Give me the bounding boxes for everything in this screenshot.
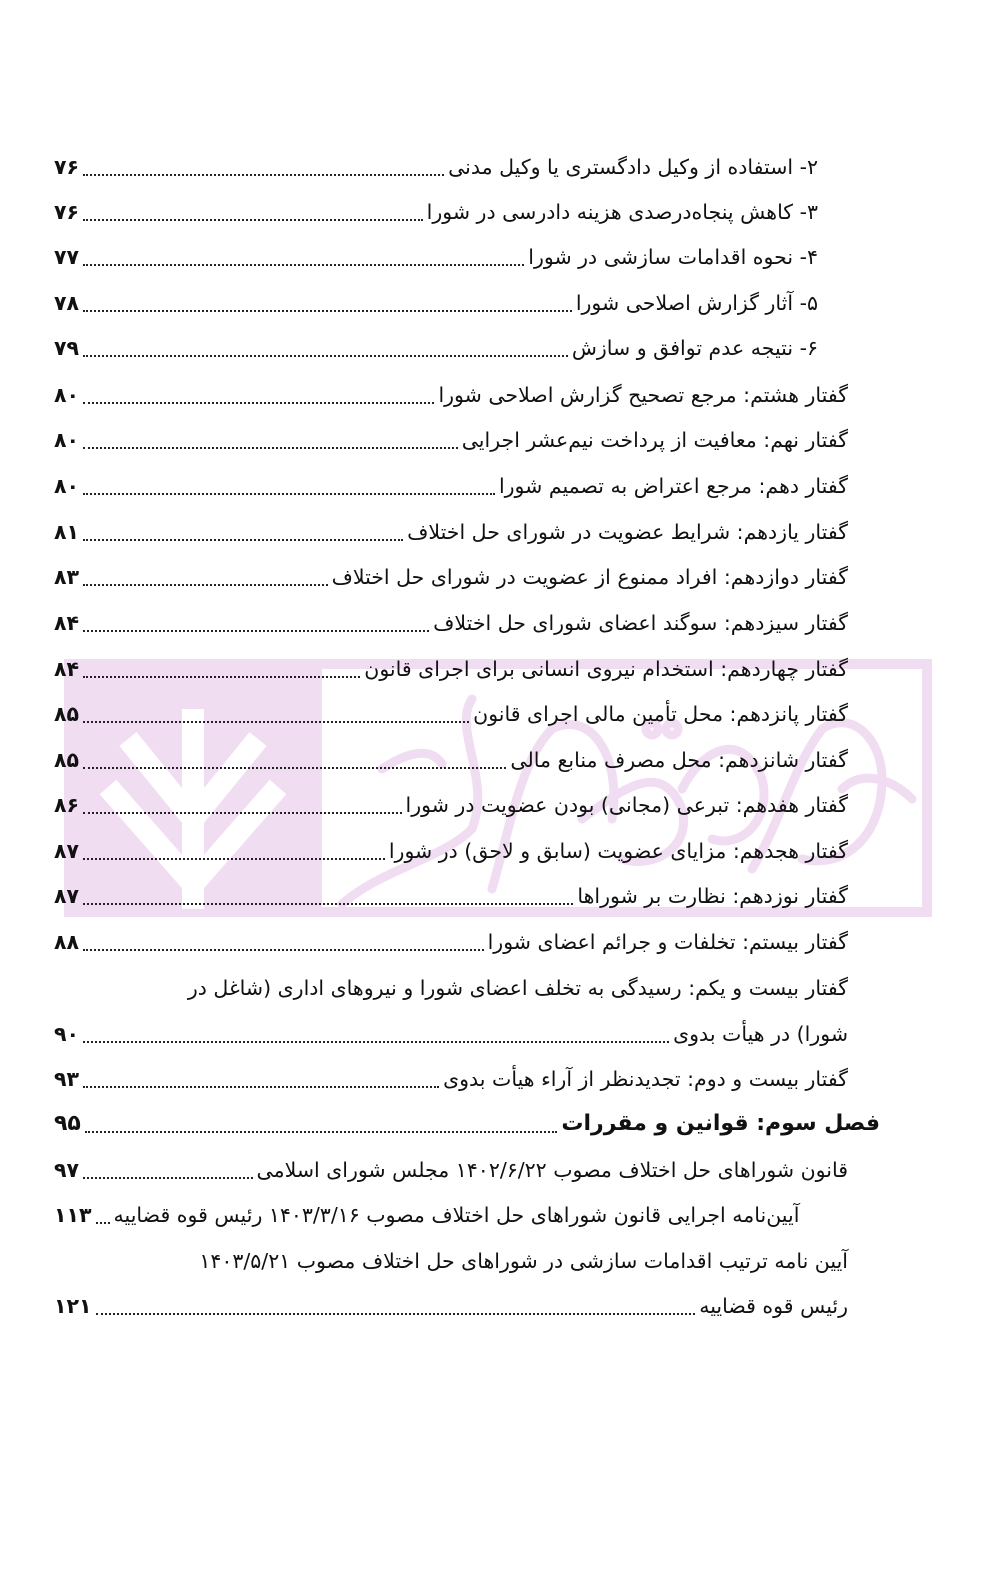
toc-entry[interactable] bbox=[54, 418, 848, 462]
toc-entry[interactable] bbox=[54, 1284, 848, 1328]
entry-title: گفتار نهم: معافیت از پرداخت نیم‌عشر اجرایی bbox=[461, 428, 848, 452]
entry-title: ۴- نحوه اقدامات سازشی در شورا bbox=[528, 245, 818, 269]
page-number: ۹۵ bbox=[54, 1111, 81, 1136]
dot-leader bbox=[83, 630, 429, 632]
dot-leader bbox=[83, 264, 524, 266]
page-number: ۸۶ bbox=[54, 793, 80, 817]
entry-title: ۵- آثار گزارش اصلاحی شورا bbox=[575, 291, 818, 315]
toc-entry[interactable] bbox=[54, 555, 848, 599]
page-number: ۸۷ bbox=[54, 839, 80, 863]
toc-entry[interactable] bbox=[54, 783, 848, 827]
toc-entry[interactable] bbox=[54, 601, 848, 645]
entry-title: ۳- کاهش پنجاه‌درصدی هزینه دادرسی در شورا bbox=[426, 200, 818, 224]
toc-entry[interactable] bbox=[54, 373, 848, 417]
entry-title: قانون شوراهای حل اختلاف مصوب ۱۴۰۲/۶/۲۲ مجلس شورای اسلامی bbox=[256, 1158, 848, 1182]
dot-leader bbox=[83, 493, 495, 495]
dot-leader bbox=[83, 1086, 439, 1088]
entry-title: گفتار شانزدهم: محل مصرف منابع مالی bbox=[510, 748, 848, 772]
entry-title: گفتار بیستم: تخلفات و جرائم اعضای شورا bbox=[487, 930, 848, 954]
page-number: ۸۱ bbox=[54, 520, 80, 544]
dot-leader bbox=[83, 812, 402, 814]
dot-leader bbox=[83, 903, 573, 905]
dot-leader bbox=[83, 447, 458, 449]
page-number: ۸۰ bbox=[54, 383, 80, 407]
toc-entry[interactable] bbox=[54, 647, 848, 691]
toc-entry[interactable] bbox=[54, 190, 818, 234]
entry-title: گفتار هفدهم: تبرعی (مجانی) بودن عضویت در شورا bbox=[405, 793, 848, 817]
entry-title: گفتار هشتم: مرجع تصحیح گزارش اصلاحی شورا bbox=[438, 383, 848, 407]
page-number: ۸۰ bbox=[54, 428, 80, 452]
entry-title: گفتار هجدهم: مزایای عضویت (سابق و لاحق) در شورا bbox=[388, 839, 848, 863]
dot-leader bbox=[83, 1041, 669, 1043]
toc-entry[interactable] bbox=[54, 464, 848, 508]
dot-leader bbox=[83, 767, 506, 769]
toc-entry[interactable] bbox=[54, 692, 848, 736]
dot-leader bbox=[83, 858, 385, 860]
toc-entry[interactable] bbox=[54, 145, 818, 189]
page-number: ۸۴ bbox=[54, 657, 80, 681]
toc-chapter-entry[interactable] bbox=[54, 1102, 880, 1146]
page-number: ۸۷ bbox=[54, 884, 80, 908]
entry-title: رئیس قوه قضاییه bbox=[699, 1294, 848, 1318]
toc-entry[interactable] bbox=[54, 326, 818, 370]
toc-entry-line1[interactable]: آیین نامه ترتیب اقدامات سازشی در شوراهای حل اختلاف مصوب ۱۴۰۳/۵/۲۱ bbox=[199, 1249, 848, 1273]
entry-title: گفتار دهم: مرجع اعتراض به تصمیم شورا bbox=[498, 474, 848, 498]
dot-leader bbox=[83, 219, 423, 221]
dot-leader bbox=[83, 174, 444, 176]
dot-leader bbox=[83, 949, 484, 951]
entry-title: ۲- استفاده از وکیل دادگستری یا وکیل مدنی bbox=[448, 155, 818, 179]
entry-title: گفتار پانزدهم: محل تأمین مالی اجرای قانون bbox=[473, 702, 848, 726]
toc-entry-line1[interactable]: گفتار بیست و یکم: رسیدگی به تخلف اعضای شورا و نیروهای اداری (شاغل در bbox=[187, 976, 848, 1000]
toc-entry[interactable] bbox=[54, 1012, 848, 1056]
dot-leader bbox=[83, 676, 360, 678]
toc-entry[interactable] bbox=[54, 510, 848, 554]
page-number: ۷۹ bbox=[54, 336, 80, 360]
page-number: ۸۵ bbox=[54, 702, 80, 726]
toc-entry[interactable] bbox=[54, 1193, 848, 1237]
dot-leader bbox=[96, 1313, 696, 1315]
page-number: ۸۸ bbox=[54, 930, 80, 954]
toc-entry[interactable] bbox=[54, 235, 818, 279]
dot-leader bbox=[83, 1177, 252, 1179]
dot-leader bbox=[83, 539, 403, 541]
dot-leader bbox=[83, 310, 572, 312]
entry-title: گفتار دوازدهم: افراد ممنوع از عضویت در شورای حل اختلاف bbox=[331, 565, 848, 589]
entry-title: گفتار چهاردهم: استخدام نیروی انسانی برای اجرای قانون bbox=[364, 657, 848, 681]
entry-title: شورا) در هیأت بدوی bbox=[673, 1022, 848, 1046]
toc-entry[interactable] bbox=[54, 829, 848, 873]
entry-title: گفتار سیزدهم: سوگند اعضای شورای حل اختلاف bbox=[433, 611, 848, 635]
page-number: ۷۷ bbox=[54, 245, 80, 269]
dot-leader bbox=[83, 355, 568, 357]
entry-title: آیین‌نامه اجرایی قانون شوراهای حل اختلاف مصوب ۱۴۰۳/۳/۱۶ رئیس قوه قضاییه bbox=[113, 1203, 800, 1227]
page-number: ۹۰ bbox=[54, 1022, 80, 1046]
toc-entry[interactable] bbox=[54, 738, 848, 782]
page-number: ۱۱۳ bbox=[54, 1203, 92, 1227]
dot-leader bbox=[85, 1131, 558, 1133]
entry-title: گفتار یازدهم: شرایط عضویت در شورای حل اختلاف bbox=[407, 520, 848, 544]
page-number: ۸۴ bbox=[54, 611, 80, 635]
entry-title: ۶- نتیجه عدم توافق و سازش bbox=[571, 336, 818, 360]
dot-leader bbox=[96, 1222, 110, 1224]
entry-title: گفتار بیست و دوم: تجدیدنظر از آراء هیأت بدوی bbox=[443, 1067, 848, 1091]
chapter-title: فصل سوم: قوانین و مقررات bbox=[561, 1111, 880, 1136]
page-number: ۸۳ bbox=[54, 565, 80, 589]
page-number: ۷۸ bbox=[54, 291, 80, 315]
page-number: ۸۵ bbox=[54, 748, 80, 772]
toc-entry[interactable] bbox=[54, 920, 848, 964]
toc-entry[interactable] bbox=[54, 281, 818, 325]
page-number: ۷۶ bbox=[54, 155, 80, 179]
dot-leader bbox=[83, 584, 328, 586]
page-number: ۸۰ bbox=[54, 474, 80, 498]
toc-entry[interactable] bbox=[54, 1148, 848, 1192]
dot-leader bbox=[83, 721, 469, 723]
entry-title: گفتار نوزدهم: نظارت بر شوراها bbox=[577, 884, 848, 908]
page-number: ۱۲۱ bbox=[54, 1294, 92, 1318]
dot-leader bbox=[83, 402, 434, 404]
toc-entry[interactable] bbox=[54, 874, 848, 918]
page-number: ۹۳ bbox=[54, 1067, 80, 1091]
toc-entry[interactable] bbox=[54, 1057, 848, 1101]
page-number: ۹۷ bbox=[54, 1158, 80, 1182]
page-number: ۷۶ bbox=[54, 200, 80, 224]
